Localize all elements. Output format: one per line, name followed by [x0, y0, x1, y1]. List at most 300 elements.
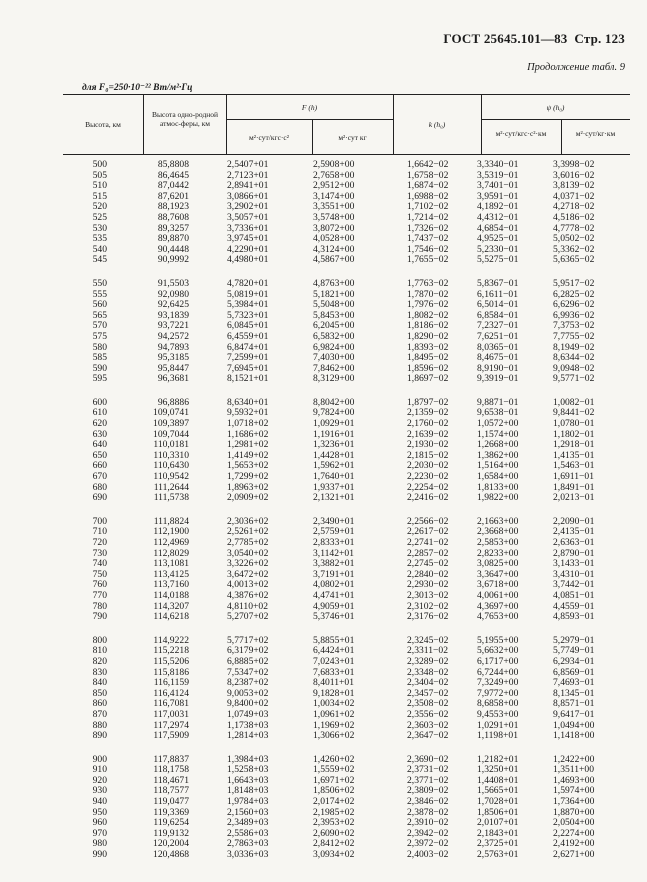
table-row — [63, 710, 630, 721]
height-cell: 950 — [92, 806, 107, 818]
psi2-cell: 1,1418+00 — [553, 730, 595, 742]
k-cell: 2,3972−02 — [407, 838, 449, 850]
F2-cell: 4,0528+00 — [313, 233, 355, 245]
page-header — [443, 31, 625, 47]
F2-cell: 2,9512+00 — [313, 180, 355, 192]
atm-height-cell: 119,0477 — [153, 796, 189, 808]
F1-cell: 5,7323+01 — [227, 309, 269, 321]
height-cell: 610 — [92, 407, 107, 419]
psi2-cell: 7,3753−02 — [553, 320, 595, 332]
psi2-cell: 9,6417−01 — [553, 708, 595, 720]
header-bottom-rule — [63, 154, 630, 155]
psi1-cell: 2,8233+00 — [477, 547, 519, 559]
k-cell: 2,2617−02 — [407, 526, 449, 538]
F1-cell: 2,7123+01 — [227, 169, 269, 181]
F2-cell: 2,5908+00 — [313, 159, 355, 170]
psi2-cell: 5,7749−01 — [553, 645, 595, 657]
height-cell: 510 — [92, 180, 107, 192]
atm-height-cell: 110,0181 — [153, 439, 189, 451]
k-cell: 2,3647−02 — [407, 730, 449, 742]
height-cell: 890 — [92, 730, 107, 742]
psi1-cell: 4,4312−01 — [477, 211, 519, 223]
psi2-cell: 1,0494+00 — [553, 719, 595, 731]
atm-height-cell: 112,1900 — [153, 526, 189, 538]
col-divider-1 — [143, 94, 144, 154]
psi1-cell: 3,0825+00 — [477, 558, 519, 570]
F2-cell: 8,8042+00 — [313, 396, 355, 408]
F1-cell: 3,0336+03 — [227, 849, 269, 861]
psi1-cell: 7,9772+00 — [477, 687, 519, 699]
k-cell: 2,2840−02 — [407, 568, 449, 580]
psi2-cell: 5,3362−02 — [553, 243, 595, 255]
psi1-cell: 6,5014−01 — [477, 299, 519, 311]
F1-cell: 2,7785+02 — [227, 537, 269, 548]
k-cell: 2,2857−02 — [407, 547, 449, 559]
F1-cell: 5,3984+01 — [227, 299, 269, 311]
atm-height-cell: 96,3681 — [157, 373, 189, 385]
k-cell: 1,7976−02 — [407, 299, 449, 311]
page-number: Стр. 123 — [574, 31, 625, 46]
k-cell: 2,2230−02 — [407, 471, 449, 483]
psi2-cell: 2,4135−01 — [553, 526, 595, 538]
psi1-cell: 8,0365−01 — [477, 341, 519, 353]
psi1-cell: 3,3340−01 — [477, 159, 519, 170]
F1-cell: 5,7717+02 — [227, 634, 269, 646]
atm-height-cell: 114,3207 — [153, 600, 189, 612]
F2-cell: 2,8333+01 — [313, 537, 355, 548]
psi2-cell: 3,3998−02 — [553, 159, 595, 170]
psi2-cell: 9,5771−02 — [553, 373, 595, 385]
psi1-cell: 3,5319−01 — [477, 169, 519, 181]
F1-cell: 9,8400+02 — [227, 698, 269, 710]
height-cell: 790 — [92, 611, 107, 623]
k-cell: 1,7546−02 — [407, 243, 449, 255]
psi1-cell: 1,0291+01 — [477, 719, 519, 731]
condition-label: для F₀=250·10⁻²² Вт/м²·Гц — [82, 83, 193, 93]
k-cell: 2,3771−02 — [407, 774, 449, 786]
F2-cell: 3,1142+01 — [313, 547, 355, 559]
height-cell: 640 — [92, 439, 107, 451]
F1-cell: 6,3179+02 — [227, 645, 269, 657]
gost-number: ГОСТ 25645.101—83 — [443, 31, 568, 46]
height-cell: 780 — [92, 600, 107, 612]
F2-cell: 5,8855+01 — [313, 634, 355, 646]
F2-cell: 1,6971+02 — [313, 774, 355, 786]
atm-height-cell: 93,1839 — [157, 309, 189, 321]
F2-cell: 1,7640+01 — [313, 471, 355, 483]
F1-cell: 8,2387+02 — [227, 677, 269, 689]
F2-cell: 5,8453+00 — [313, 309, 355, 321]
F2-cell: 3,7191+01 — [313, 568, 355, 580]
k-cell: 1,6988−02 — [407, 190, 449, 202]
psi2-cell: 8,1345−01 — [553, 687, 595, 699]
k-cell: 2,3311−02 — [407, 645, 449, 657]
atm-height-cell: 117,0031 — [153, 708, 189, 720]
atm-height-cell: 95,3185 — [157, 352, 189, 364]
psi1-cell: 1,5665+01 — [477, 785, 519, 797]
height-cell: 850 — [92, 687, 107, 699]
k-cell: 2,3508−02 — [407, 698, 449, 710]
height-cell: 660 — [92, 460, 107, 472]
atm-height-cell: 87,0442 — [157, 180, 189, 192]
psi2-cell: 6,2934−01 — [553, 655, 595, 667]
k-cell: 1,7763−02 — [407, 277, 449, 289]
height-cell: 930 — [92, 785, 107, 797]
k-cell: 2,3809−02 — [407, 785, 449, 797]
height-cell: 880 — [92, 719, 107, 731]
F1-cell: 4,8110+02 — [227, 600, 269, 612]
table-row — [63, 591, 630, 602]
F-group-header: F (h) — [301, 103, 318, 112]
F2-cell: 6,5832+00 — [313, 330, 355, 342]
F1-cell: 1,8148+03 — [227, 785, 269, 797]
F2-cell: 1,3236+01 — [313, 439, 355, 451]
psi1-cell: 1,5164+00 — [477, 460, 519, 472]
psi1-cell: 2,0107+01 — [477, 817, 519, 829]
height-cell: 800 — [92, 634, 107, 646]
height-cell: 540 — [92, 243, 107, 255]
k-cell: 2,3404−02 — [407, 677, 449, 689]
psi2-cell: 1,5974+00 — [553, 785, 595, 797]
psi2-cell: 1,4693+00 — [553, 774, 595, 786]
height-cell: 565 — [92, 309, 107, 321]
F2-cell: 2,0174+02 — [313, 796, 355, 808]
psi1-cell: 2,3725+01 — [477, 838, 519, 850]
k-cell: 1,8797−02 — [407, 396, 449, 408]
F1-cell: 1,9784+03 — [227, 796, 269, 808]
F1-cell: 1,2814+03 — [227, 730, 269, 742]
k-cell: 2,3942−02 — [407, 827, 449, 839]
F2-cell: 2,3953+02 — [313, 817, 355, 829]
height-cell: 590 — [92, 362, 107, 374]
psi1-cell: 1,3250+01 — [477, 764, 519, 776]
table-row — [63, 279, 630, 290]
psi1-cell: 9,3919−01 — [477, 373, 519, 385]
F1-cell: 3,0540+02 — [227, 547, 269, 559]
psi1-cell: 6,7244+00 — [477, 666, 519, 678]
psi2-cell: 2,0504+00 — [553, 817, 595, 829]
F1-cell: 6,0845+01 — [227, 320, 269, 332]
height-cell: 870 — [92, 708, 107, 720]
F2-cell: 5,3746+01 — [313, 611, 355, 623]
height-cell: 750 — [92, 568, 107, 580]
F1-cell: 4,3876+02 — [227, 589, 269, 601]
F1-cell: 2,5586+03 — [227, 827, 269, 839]
psi1-cell: 4,0061+00 — [477, 589, 519, 601]
F2-cell: 1,4260+02 — [313, 753, 355, 765]
k-cell: 2,3102−02 — [407, 600, 449, 612]
col-height-header: Высота, км — [85, 120, 121, 129]
psi2-cell: 1,2422+00 — [553, 753, 595, 765]
row-group — [63, 755, 630, 861]
psi1-cell: 1,1574+00 — [477, 428, 519, 440]
F2-cell: 1,4428+01 — [313, 449, 355, 461]
psi2-cell: 6,2825−02 — [553, 288, 595, 300]
psi1-cell: 3,9591−01 — [477, 190, 519, 202]
atm-height-cell: 113,7160 — [153, 579, 189, 591]
height-cell: 535 — [92, 233, 107, 245]
k-cell: 2,2745−02 — [407, 558, 449, 570]
psi1-cell: 1,2182+01 — [477, 753, 519, 765]
k-cell: 2,3846−02 — [407, 796, 449, 808]
table-row — [63, 538, 630, 549]
psi2-cell: 1,5463−01 — [553, 460, 595, 472]
atm-height-cell: 117,2974 — [153, 719, 189, 731]
F1-cell: 8,6340+01 — [227, 396, 269, 408]
height-cell: 560 — [92, 299, 107, 311]
psi1-cell: 7,3249+00 — [477, 677, 519, 689]
table-row — [63, 255, 630, 266]
atm-height-cell: 118,1758 — [153, 764, 189, 776]
k-header: k (h₀) — [428, 120, 446, 129]
F2-cell: 1,1916+01 — [313, 428, 355, 440]
height-cell: 630 — [92, 428, 107, 440]
row-group — [63, 279, 630, 385]
height-cell: 900 — [92, 753, 107, 765]
F1-cell: 5,0819+01 — [227, 288, 269, 300]
F2-cell: 2,7658+00 — [313, 169, 355, 181]
psi1-cell: 2,1843+01 — [477, 827, 519, 839]
F2-cell: 1,0929+01 — [313, 418, 355, 430]
height-cell: 600 — [92, 396, 107, 408]
atm-height-cell: 116,7081 — [153, 698, 189, 710]
psi1-cell: 1,8506+01 — [477, 806, 519, 818]
height-cell: 760 — [92, 579, 107, 591]
table-row — [63, 213, 630, 224]
F2-cell: 8,4011+01 — [313, 677, 355, 689]
height-cell: 960 — [92, 817, 107, 829]
F1-cell: 1,1738+03 — [227, 719, 269, 731]
F2-cell: 7,0243+01 — [313, 655, 355, 667]
F2-unit-header: м²·сут кг — [338, 133, 367, 142]
k-cell: 2,1760−02 — [407, 418, 449, 430]
row-group — [63, 517, 630, 623]
F2-cell: 4,9059+01 — [313, 600, 355, 612]
F2-cell: 4,4741+01 — [313, 589, 355, 601]
F1-cell: 4,7820+01 — [227, 277, 269, 289]
atm-height-cell: 110,9542 — [153, 471, 189, 483]
height-cell: 500 — [92, 159, 107, 170]
psi2-cell: 3,7442−01 — [553, 579, 595, 591]
F1-cell: 2,3489+03 — [227, 817, 269, 829]
F1-cell: 7,6945+01 — [227, 362, 269, 374]
atm-height-cell: 109,7044 — [153, 428, 189, 440]
F1-cell: 2,8941+01 — [227, 180, 269, 192]
atm-height-cell: 88,1923 — [157, 201, 189, 213]
k-cell: 2,3878−02 — [407, 806, 449, 818]
F2-cell: 2,6090+02 — [313, 827, 355, 839]
psi2-cell: 9,8441−02 — [553, 407, 595, 419]
F1-cell: 3,0866+01 — [227, 190, 269, 202]
k-cell: 2,2566−02 — [407, 515, 449, 527]
F2-cell: 7,6833+01 — [313, 666, 355, 678]
psi2-cell: 2,2274+00 — [553, 827, 595, 839]
k-cell: 2,2416−02 — [407, 492, 449, 504]
psi1-cell: 1,1198+01 — [477, 730, 519, 742]
k-cell: 1,7655−02 — [407, 254, 449, 266]
height-cell: 555 — [92, 288, 107, 300]
F1-cell: 4,4980+01 — [227, 254, 269, 266]
F2-cell: 7,8462+00 — [313, 362, 355, 374]
F1-unit-header: м²·сут/кгс·с² — [249, 133, 289, 142]
psi1-cell: 4,7653+00 — [477, 611, 519, 623]
atm-height-cell: 90,9992 — [157, 254, 189, 266]
atm-height-cell: 86,4645 — [157, 169, 189, 181]
height-cell: 525 — [92, 211, 107, 223]
k-cell: 2,1359−02 — [407, 407, 449, 419]
height-cell: 505 — [92, 169, 107, 181]
psi2-cell: 8,6344−02 — [553, 352, 595, 364]
psi1-cell: 7,2327−01 — [477, 320, 519, 332]
table-row — [63, 374, 630, 385]
F1-cell: 9,5932+01 — [227, 407, 269, 419]
psi2-cell: 6,6296−02 — [553, 299, 595, 311]
atm-height-cell: 90,4448 — [157, 243, 189, 255]
psi2-cell: 5,6365−02 — [553, 254, 595, 266]
height-cell: 770 — [92, 589, 107, 601]
psi1-cell: 1,4408+01 — [477, 774, 519, 786]
atm-height-cell: 85,8808 — [157, 159, 189, 170]
F1-cell: 6,8885+02 — [227, 655, 269, 667]
height-cell: 810 — [92, 645, 107, 657]
k-cell: 1,7102−02 — [407, 201, 449, 213]
psi2-cell: 1,4135−01 — [553, 449, 595, 461]
atm-height-cell: 115,8186 — [153, 666, 189, 678]
height-cell: 690 — [92, 492, 107, 504]
F1-cell: 2,3036+02 — [227, 515, 269, 527]
atm-height-cell: 116,4124 — [153, 687, 189, 699]
F2-cell: 1,0034+02 — [313, 698, 355, 710]
atm-height-cell: 115,2218 — [153, 645, 189, 657]
F1-cell: 1,4149+02 — [227, 449, 269, 461]
continuation-note: Продолжение табл. 9 — [527, 62, 625, 73]
atm-height-cell: 120,4868 — [153, 849, 189, 861]
k-cell: 1,7870−02 — [407, 288, 449, 300]
psi1-cell: 4,3697+00 — [477, 600, 519, 612]
height-cell: 740 — [92, 558, 107, 570]
atm-height-cell: 111,8824 — [153, 515, 189, 527]
psi2-cell: 7,7755−02 — [553, 330, 595, 342]
F2-cell: 9,1828+01 — [313, 687, 355, 699]
k-cell: 2,3457−02 — [407, 687, 449, 699]
F1-cell: 3,3226+02 — [227, 558, 269, 570]
psi1-cell: 9,6538−01 — [477, 407, 519, 419]
F2-cell: 3,0934+02 — [313, 849, 355, 861]
F2-cell: 4,3124+00 — [313, 243, 355, 255]
psi2-cell: 2,6363−01 — [553, 537, 595, 548]
k-cell: 2,3556−02 — [407, 708, 449, 720]
height-cell: 980 — [92, 838, 107, 850]
F1-cell: 3,7336+01 — [227, 222, 269, 234]
F1-cell: 6,8474+01 — [227, 341, 269, 353]
k-cell: 1,8082−02 — [407, 309, 449, 321]
psi1-unit-header: м²·сут/кгс·с²·км — [495, 129, 547, 138]
height-cell: 970 — [92, 827, 107, 839]
k-cell: 1,6642−02 — [407, 159, 449, 170]
atm-height-cell: 93,7221 — [157, 320, 189, 332]
table-row — [63, 493, 630, 504]
psi2-cell: 4,0371−02 — [553, 190, 595, 202]
F1-cell: 1,0749+03 — [227, 708, 269, 720]
psi1-cell: 6,1717+00 — [477, 655, 519, 667]
psi1-cell: 6,1611−01 — [477, 288, 519, 300]
F2-cell: 2,1985+02 — [313, 806, 355, 818]
psi1-cell: 2,1663+00 — [477, 515, 519, 527]
psi2-cell: 3,4310−01 — [553, 568, 595, 580]
F1-cell: 4,0013+02 — [227, 579, 269, 591]
F1-cell: 2,0909+02 — [227, 492, 269, 504]
psi2-cell: 2,6271+00 — [553, 849, 595, 861]
psi1-cell: 9,4553+00 — [477, 708, 519, 720]
F2-cell: 4,0802+01 — [313, 579, 355, 591]
k-cell: 2,2030−02 — [407, 460, 449, 472]
height-cell: 830 — [92, 666, 107, 678]
psi1-cell: 5,6632+00 — [477, 645, 519, 657]
F1-cell: 1,6643+03 — [227, 774, 269, 786]
atm-height-cell: 92,0980 — [157, 288, 189, 300]
F1-cell: 1,3984+03 — [227, 753, 269, 765]
F1-cell: 1,0718+02 — [227, 418, 269, 430]
col-atm-height-header: Высота одно-родной атмос-феры, км — [151, 110, 219, 128]
F1-cell: 3,6472+02 — [227, 568, 269, 580]
psi2-cell: 2,8790−01 — [553, 547, 595, 559]
atm-height-cell: 115,5206 — [153, 655, 189, 667]
psi1-cell: 3,3647+00 — [477, 568, 519, 580]
F2-cell: 1,3066+02 — [313, 730, 355, 742]
F2-cell: 1,1969+02 — [313, 719, 355, 731]
F1-cell: 3,9745+01 — [227, 233, 269, 245]
F2-cell: 6,4424+01 — [313, 645, 355, 657]
height-cell: 595 — [92, 373, 107, 385]
psi1-cell: 2,5853+00 — [477, 537, 519, 548]
psi2-cell: 1,8870+00 — [553, 806, 595, 818]
F1-cell: 8,1521+01 — [227, 373, 269, 385]
F2-cell: 6,2045+00 — [313, 320, 355, 332]
atm-height-cell: 94,2572 — [157, 330, 189, 342]
height-cell: 940 — [92, 796, 107, 808]
psi1-cell: 5,5275−01 — [477, 254, 519, 266]
psi2-cell: 8,1949−02 — [553, 341, 595, 353]
atm-height-cell: 110,6430 — [153, 460, 189, 472]
F1-cell: 4,2290+01 — [227, 243, 269, 255]
k-cell: 2,2741−02 — [407, 537, 449, 548]
atm-height-cell: 111,5738 — [153, 492, 189, 504]
height-cell: 730 — [92, 547, 107, 559]
table-row — [63, 657, 630, 668]
row-group — [63, 398, 630, 504]
psi2-cell: 4,0851−01 — [553, 589, 595, 601]
F1-cell: 7,5347+02 — [227, 666, 269, 678]
F1-cell: 3,5057+01 — [227, 211, 269, 223]
k-cell: 2,3603−02 — [407, 719, 449, 731]
atm-height-cell: 116,1159 — [153, 677, 189, 689]
psi-sub-rule — [481, 119, 630, 120]
height-cell: 550 — [92, 277, 107, 289]
atm-height-cell: 110,3310 — [153, 449, 189, 461]
F2-cell: 9,7824+00 — [313, 407, 355, 419]
psi2-unit-header: м²·сут/кг·км — [575, 129, 616, 138]
height-cell: 860 — [92, 698, 107, 710]
psi1-cell: 1,9822+00 — [477, 492, 519, 504]
psi2-cell: 2,2090−01 — [553, 515, 595, 527]
F1-cell: 3,2902+01 — [227, 201, 269, 213]
psi2-cell: 5,9517−02 — [553, 277, 595, 289]
F2-cell: 2,5759+01 — [313, 526, 355, 538]
psi1-cell: 1,3862+00 — [477, 449, 519, 461]
psi1-cell: 1,8133+00 — [477, 481, 519, 493]
row-group — [63, 636, 630, 742]
psi2-cell: 2,4192+00 — [553, 838, 595, 850]
